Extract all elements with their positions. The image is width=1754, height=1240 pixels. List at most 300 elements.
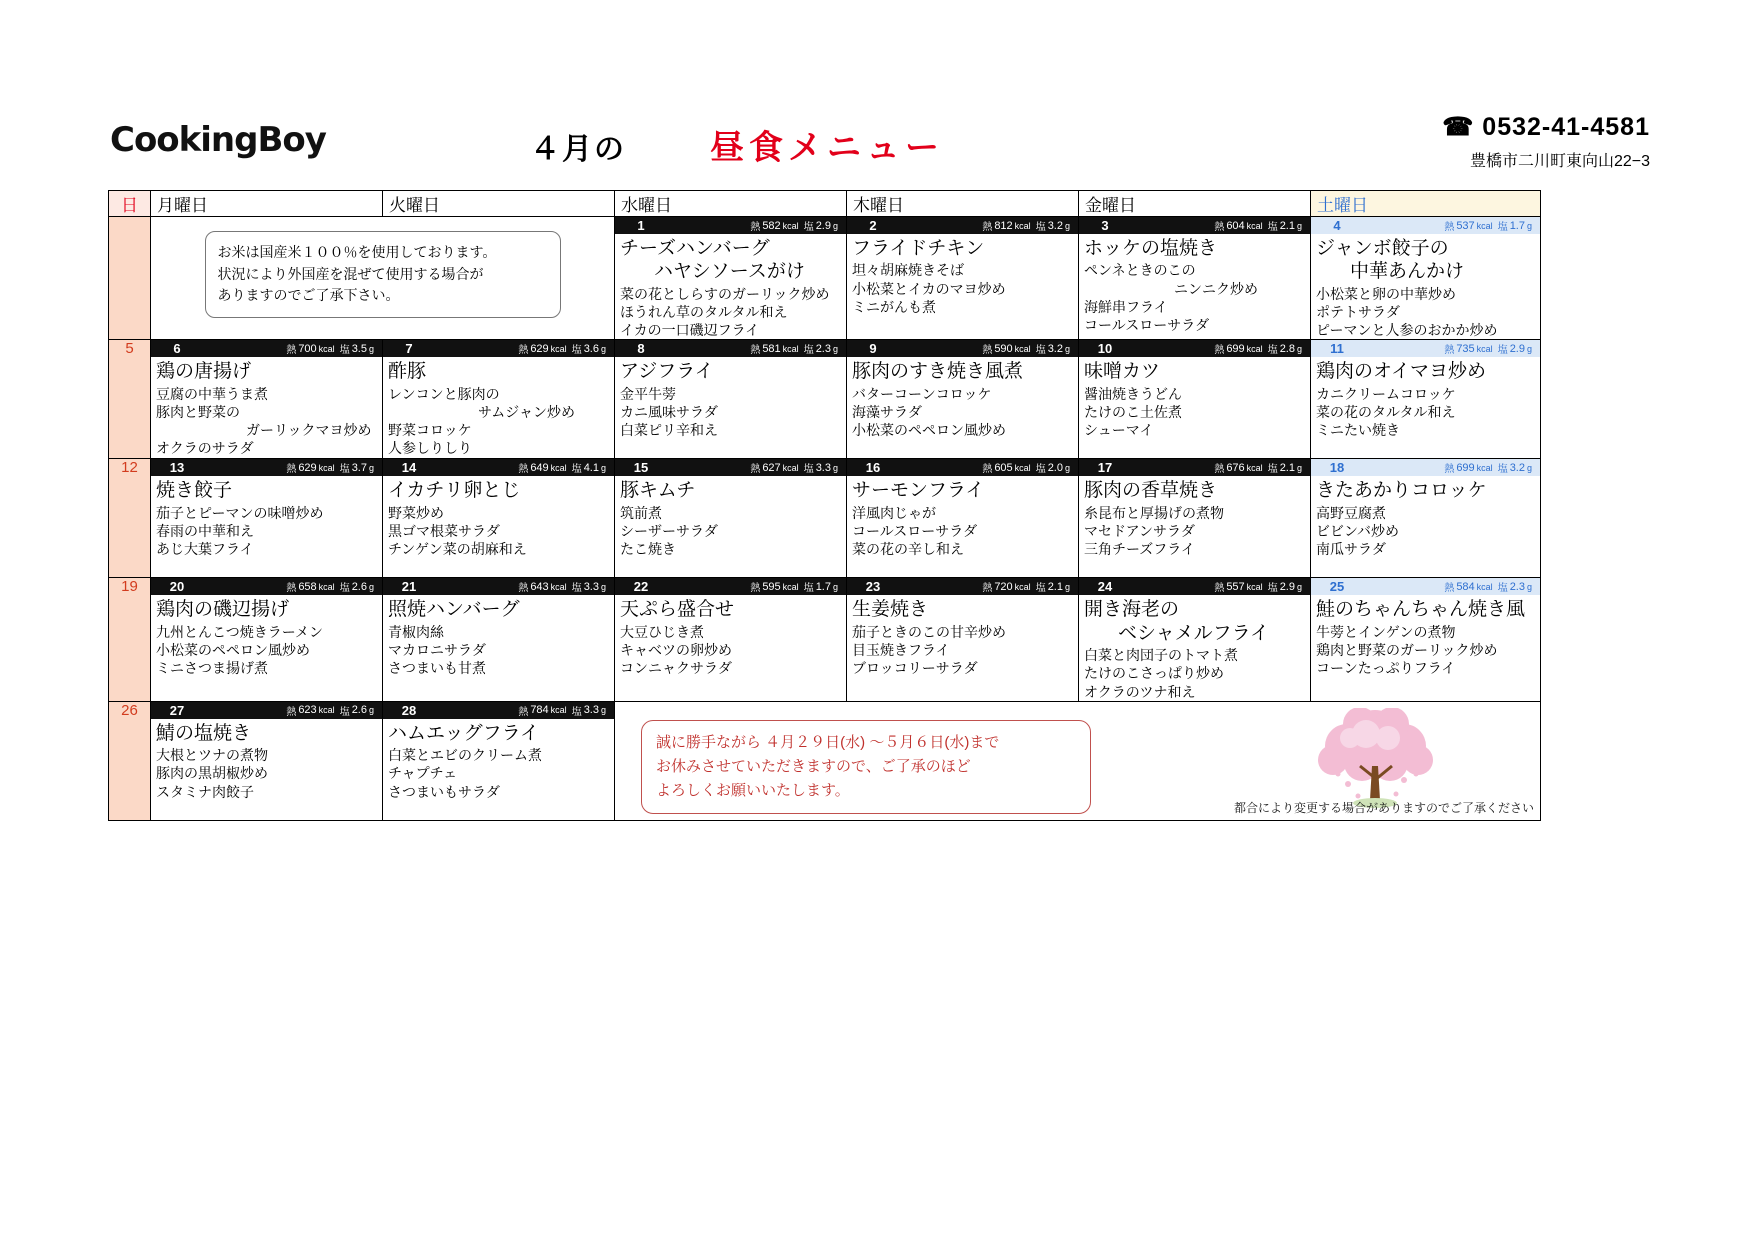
salt-unit: g [832,581,838,592]
day-cell [151,340,383,459]
kcal-value: 595 [762,580,781,593]
day-cell [847,459,1079,578]
side-dish: ミニがんも煮 [852,298,936,315]
day-cell [383,701,615,820]
main-dish: 鶏肉の磯辺揚げ [156,599,290,621]
salt-unit: g [1296,462,1302,473]
page-title: 昼食メニュー [710,129,944,167]
kcal-value: 623 [298,704,317,717]
dow-wednesday: 水曜日 [615,191,847,217]
kcal-unit: kcal [1476,581,1493,592]
notice-cell [615,701,1541,820]
salt-value: 3.7 [351,461,367,474]
side-dish: ポテトサラダ [1316,304,1400,320]
salt-label: 塩 [1035,345,1046,357]
day-number: 18 [1329,460,1345,476]
side-dish: 糸昆布と厚揚げの煮物 [1084,504,1224,521]
salt-label: 塩 [803,464,814,476]
page-header [110,110,1650,180]
side-dish: 白菜と肉団子のトマト煮 [1084,647,1238,664]
main-dish: 鶏肉のオイマヨ炒め [1316,361,1487,383]
kcal-label: 熱 [1444,222,1455,233]
day-cell [151,701,383,820]
side-dish: チャプチェ [388,765,458,782]
day-number: 17 [1097,460,1113,476]
kcal-value: 537 [1456,219,1475,232]
week-sunday-number: 5 [109,340,151,459]
side-dish: 黒ゴマ根菜サラダ [388,522,500,539]
menu-list [151,719,382,801]
day-header [383,459,614,476]
main-dish: 豚肉の香草焼き [1084,480,1218,502]
main-dish: 豚肉のすき焼き風煮 [852,361,1024,383]
kcal-unit: kcal [1246,220,1263,231]
salt-label: 塩 [1497,464,1508,476]
menu-list [1079,234,1310,334]
kcal-unit: kcal [550,343,567,354]
side-dish: サムジャン炒め [478,403,576,420]
notice-line-3: よろしくお願いいたします。 [656,781,850,799]
kcal-value: 590 [994,342,1013,355]
side-dish: たけのこさっぱり炒め [1084,665,1224,682]
kcal-unit: kcal [1476,343,1493,354]
salt-label: 塩 [339,583,350,595]
main-dish: 生姜焼き [852,599,929,621]
salt-value: 3.3 [815,461,831,474]
menu-list [383,719,614,801]
side-dish: 三角チーズフライ [1084,541,1195,558]
day-header [151,340,382,357]
kcal-value: 784 [530,704,549,717]
kcal-label: 熱 [518,345,529,357]
kcal-value: 649 [530,461,549,474]
kcal-label: 熱 [286,345,297,357]
kcal-unit: kcal [318,581,335,592]
week-row [109,578,1541,701]
salt-value: 2.1 [1279,219,1295,232]
kcal-value: 629 [530,342,549,355]
side-dish: たこ焼き [620,541,676,558]
kcal-label: 熱 [750,222,761,233]
side-dish: オクラのツナ和え [1084,683,1196,700]
main-dish: 照焼ハンバーグ [388,599,520,621]
side-dish: ペンネときのこの [1084,262,1196,279]
salt-unit: g [1064,462,1070,473]
salt-value: 3.5 [351,342,367,355]
kcal-value: 658 [298,580,317,593]
kcal-value: 699 [1226,342,1245,355]
main-dish: 鶏の唐揚げ [156,361,252,383]
salt-unit: g [1064,343,1070,354]
rice-note [205,231,561,318]
day-number: 13 [169,460,185,476]
kcal-unit: kcal [1246,343,1263,354]
day-header [615,340,846,357]
kcal-unit: kcal [1476,462,1493,473]
dow-saturday: 土曜日 [1311,191,1541,217]
salt-unit: g [832,462,838,473]
day-number: 21 [401,579,417,595]
kcal-label: 熱 [1214,222,1225,233]
salt-value: 2.1 [1047,580,1063,593]
kcal-label: 熱 [982,464,993,476]
main-dish: 味噌カツ [1084,361,1161,383]
kcal-value: 700 [298,342,317,355]
menu-list [1079,357,1310,439]
day-cell [847,217,1079,340]
side-dish: カニ風味サラダ [620,403,718,420]
kcal-label: 熱 [518,464,529,476]
day-number: 23 [865,579,881,595]
salt-unit: g [1526,581,1532,592]
day-number: 7 [405,341,413,357]
side-dish: バターコーンコロッケ [852,385,992,402]
kcal-label: 熱 [1214,345,1225,357]
day-cell [1311,459,1541,578]
day-number: 28 [401,702,417,718]
salt-value: 2.9 [815,219,831,232]
day-number: 27 [169,702,185,718]
dow-thursday: 木曜日 [847,191,1079,217]
side-dish: オクラのサラダ [156,440,254,457]
day-cell [847,340,1079,459]
side-dish: マセドアンサラダ [1084,522,1195,539]
week-sunday-number: 19 [109,578,151,701]
day-number: 10 [1097,341,1113,357]
side-dish: 筑前煮 [620,504,662,521]
salt-label: 塩 [1497,222,1508,233]
side-dish: 海鮮串フライ [1084,298,1168,315]
main-dish: 焼き餃子 [156,480,233,502]
side-dish: 野菜コロッケ [388,422,472,439]
kcal-value: 629 [298,461,317,474]
menu-list [383,595,614,677]
menu-list [151,357,382,457]
kcal-unit: kcal [318,462,335,473]
kcal-unit: kcal [550,705,567,716]
side-dish: 茄子ときのこの甘辛炒め [852,623,1006,640]
salt-value: 3.2 [1509,461,1525,474]
day-number: 9 [869,341,877,357]
side-dish: コーンたっぷりフライ [1316,660,1456,677]
kcal-unit: kcal [1476,220,1493,231]
side-dish: 小松菜のペペロン風炒め [156,641,310,658]
main-dish: 鮭のちゃんちゃん焼き風 [1316,599,1526,621]
salt-value: 2.9 [1509,342,1525,355]
salt-label: 塩 [1267,222,1278,233]
kcal-label: 熱 [286,464,297,476]
main-dish: ハムエッグフライ [388,722,540,744]
menu-list [383,476,614,558]
day-cell [1311,578,1541,701]
side-dish: 豚肉と野菜の [156,403,240,420]
kcal-label: 熱 [750,464,761,476]
kcal-label: 熱 [286,706,297,718]
kcal-label: 熱 [1444,464,1455,476]
day-number: 6 [173,341,181,357]
salt-unit: g [600,581,606,592]
salt-unit: g [600,462,606,473]
salt-label: 塩 [1497,583,1508,595]
week-sunday-number: 12 [109,459,151,578]
side-dish: 野菜炒め [388,504,444,521]
menu-list [615,357,846,439]
day-cell [615,217,847,340]
day-cell [847,578,1079,701]
main-dish: サーモンフライ [852,480,985,502]
salt-value: 2.6 [351,580,367,593]
side-dish: コールスローサラダ [852,522,978,539]
salt-label: 塩 [1035,464,1046,476]
kcal-unit: kcal [550,581,567,592]
day-header [615,217,846,234]
holiday-notice [641,720,1091,814]
side-dish: ミニたい焼き [1316,422,1400,439]
kcal-label: 熱 [750,583,761,595]
day-cell [615,459,847,578]
kcal-label: 熱 [982,222,993,233]
kcal-value: 720 [994,580,1013,593]
side-dish: 高野豆腐煮 [1316,504,1386,521]
day-number: 24 [1097,579,1113,595]
salt-value: 1.7 [1509,219,1525,232]
main-dish: チーズハンバーグ [620,238,770,259]
day-number: 14 [401,460,417,476]
side-dish: ガーリックマヨ炒め [246,422,372,439]
menu-list [847,357,1078,439]
side-dish: あじ大葉フライ [156,541,254,558]
menu-list [383,357,614,457]
main-dish: フライドチキン [852,238,985,259]
day-cell [383,459,615,578]
day-cell [615,340,847,459]
week-row [109,701,1541,820]
side-dish: 大豆ひじき煮 [620,623,704,640]
salt-value: 3.2 [1047,219,1063,232]
salt-label: 塩 [803,583,814,595]
side-dish: レンコンと豚肉の [388,385,500,402]
main-dish: 開き海老の [1084,599,1180,621]
day-header [383,578,614,595]
day-of-week-header [109,191,1541,217]
menu-list [1311,234,1540,339]
side-dish: 豆腐の中華うま煮 [156,385,268,402]
kcal-unit: kcal [782,343,799,354]
day-number: 11 [1330,341,1344,357]
kcal-value: 604 [1226,219,1245,232]
side-dish: 菜の花の辛し和え [852,541,964,558]
side-dish: 小松菜のペペロン風炒め [852,422,1006,439]
day-cell [1079,217,1311,340]
month-title: ４月の [530,133,626,166]
menu-list [1311,476,1540,558]
main-dish: 酢豚 [388,361,427,383]
telephone: ☎ 0532-41-4581 [1442,113,1650,141]
salt-label: 塩 [571,345,582,357]
day-header [1079,217,1310,234]
day-number: 20 [169,579,185,595]
salt-value: 2.6 [351,704,367,717]
side-dish: さつまいもサラダ [388,783,500,800]
side-dish: 小松菜と卵の中華炒め [1316,285,1456,302]
side-dish: 大根とツナの煮物 [156,747,268,764]
kcal-label: 熱 [982,345,993,357]
side-dish: ブロッコリーサラダ [852,660,978,677]
side-dish: シューマイ [1084,422,1154,439]
salt-value: 2.3 [815,342,831,355]
side-dish: 小松菜とイカのマヨ炒め [852,280,1006,297]
day-header [1311,578,1540,595]
day-header [847,340,1078,357]
salt-label: 塩 [339,464,350,476]
kcal-value: 735 [1456,342,1475,355]
rice-note-line-1: お米は国産米１００％を使用しております。 [217,244,497,260]
kcal-label: 熱 [1444,345,1455,357]
day-number: 1 [637,218,645,233]
menu-list [1079,476,1310,558]
kcal-value: 584 [1456,580,1475,593]
salt-label: 塩 [803,222,814,233]
kcal-label: 熱 [518,706,529,718]
kcal-unit: kcal [1014,343,1031,354]
side-dish: 茄子とピーマンの味噌炒め [156,504,324,521]
day-header [1079,340,1310,357]
kcal-label: 熱 [1214,583,1225,595]
menu-calendar [108,190,1541,821]
salt-unit: g [1526,462,1532,473]
side-dish: ミニさつま揚げ煮 [156,660,268,677]
main-dish: 中華あんかけ [1350,261,1465,283]
side-dish: マカロニサラダ [388,641,486,658]
rice-note-line-2: 状況により外国産を混ぜて使用する場合が [217,265,484,282]
kcal-value: 699 [1456,461,1475,474]
kcal-label: 熱 [1444,583,1455,595]
salt-unit: g [1526,343,1532,354]
day-cell [1079,340,1311,459]
salt-unit: g [1296,343,1302,354]
kcal-unit: kcal [782,581,799,592]
kcal-value: 605 [994,461,1013,474]
main-dish: 豚キムチ [620,480,696,502]
day-number: 3 [1101,218,1109,233]
menu-list [615,234,846,339]
kcal-unit: kcal [318,705,335,716]
kcal-value: 627 [762,461,781,474]
notice-line-2: お休みさせていただきますので、ご了承のほど [656,757,971,775]
salt-unit: g [1064,220,1070,231]
day-header [615,459,846,476]
week-sunday-number: 26 [109,701,151,820]
salt-unit: g [1296,220,1302,231]
kcal-label: 熱 [518,583,529,595]
kcal-label: 熱 [750,345,761,357]
day-number: 2 [869,218,877,233]
day-header [1311,217,1540,234]
menu-list [1311,595,1540,677]
menu-list [1079,595,1310,700]
side-dish: コンニャクサラダ [620,660,732,677]
salt-value: 3.3 [583,704,599,717]
rice-note-cell [151,217,615,340]
side-dish: 九州とんこつ焼きラーメン [156,623,324,640]
dow-sunday: 日 [109,191,151,217]
salt-unit: g [600,343,606,354]
main-dish: イカチリ卵とじ [388,480,521,502]
salt-label: 塩 [571,583,582,595]
week-row [109,459,1541,578]
day-header [615,578,846,595]
side-dish: 坦々胡麻焼きそば [852,262,964,279]
side-dish: たけのこ土佐煮 [1084,403,1182,420]
side-dish: コールスローサラダ [1084,316,1210,333]
day-cell [1311,340,1541,459]
salt-label: 塩 [803,345,814,357]
side-dish: 南瓜サラダ [1316,541,1386,558]
day-header [847,578,1078,595]
day-header [847,459,1078,476]
kcal-value: 643 [530,580,549,593]
day-header [151,578,382,595]
side-dish: ほうれん草のタルタル和え [620,304,788,320]
salt-value: 3.2 [1047,342,1063,355]
day-number: 8 [637,341,645,357]
salt-label: 塩 [339,706,350,718]
salt-value: 3.3 [583,580,599,593]
day-cell [151,578,383,701]
kcal-value: 557 [1226,580,1245,593]
kcal-value: 676 [1226,461,1245,474]
salt-value: 2.3 [1509,580,1525,593]
side-dish: 豚肉の黒胡椒炒め [156,765,268,782]
menu-list [615,476,846,558]
salt-unit: g [368,343,374,354]
day-cell [151,459,383,578]
side-dish: ニンニク炒め [1174,280,1258,297]
salt-label: 塩 [1497,345,1508,357]
week-row [109,217,1541,340]
cherry-blossom-tree-icon [1300,708,1450,813]
day-cell [1311,217,1541,340]
side-dish: さつまいも甘煮 [388,660,486,677]
salt-label: 塩 [571,464,582,476]
day-header [1311,340,1540,357]
address: 豊橋市二川町東向山22−3 [1469,153,1650,170]
main-dish: きたあかりコロッケ [1316,480,1487,502]
day-number: 25 [1329,579,1345,595]
day-cell [1079,578,1311,701]
kcal-unit: kcal [1246,581,1263,592]
kcal-unit: kcal [782,462,799,473]
kcal-value: 582 [762,219,781,232]
disclaimer-text: 都合により変更する場合がありますのでご了承ください [1233,800,1534,815]
side-dish: 醤油焼きうどん [1084,385,1182,402]
dow-tuesday: 火曜日 [383,191,615,217]
menu-list [615,595,846,677]
main-dish: ベシャメルフライ [1118,622,1270,644]
salt-unit: g [1526,220,1532,231]
menu-list [151,476,382,558]
menu-list [847,476,1078,558]
day-header [847,217,1078,234]
salt-label: 塩 [571,706,582,718]
kcal-value: 812 [994,219,1013,232]
salt-unit: g [1064,581,1070,592]
side-dish: 菜の花としらすのガーリック炒め [620,285,830,302]
menu-list [847,595,1078,677]
notice-line-1: 誠に勝手ながら ４月２９日(水) 〜５月６日(水)まで [656,733,1000,751]
side-dish: イカの一口磯辺フライ [620,322,760,339]
salt-unit: g [368,462,374,473]
